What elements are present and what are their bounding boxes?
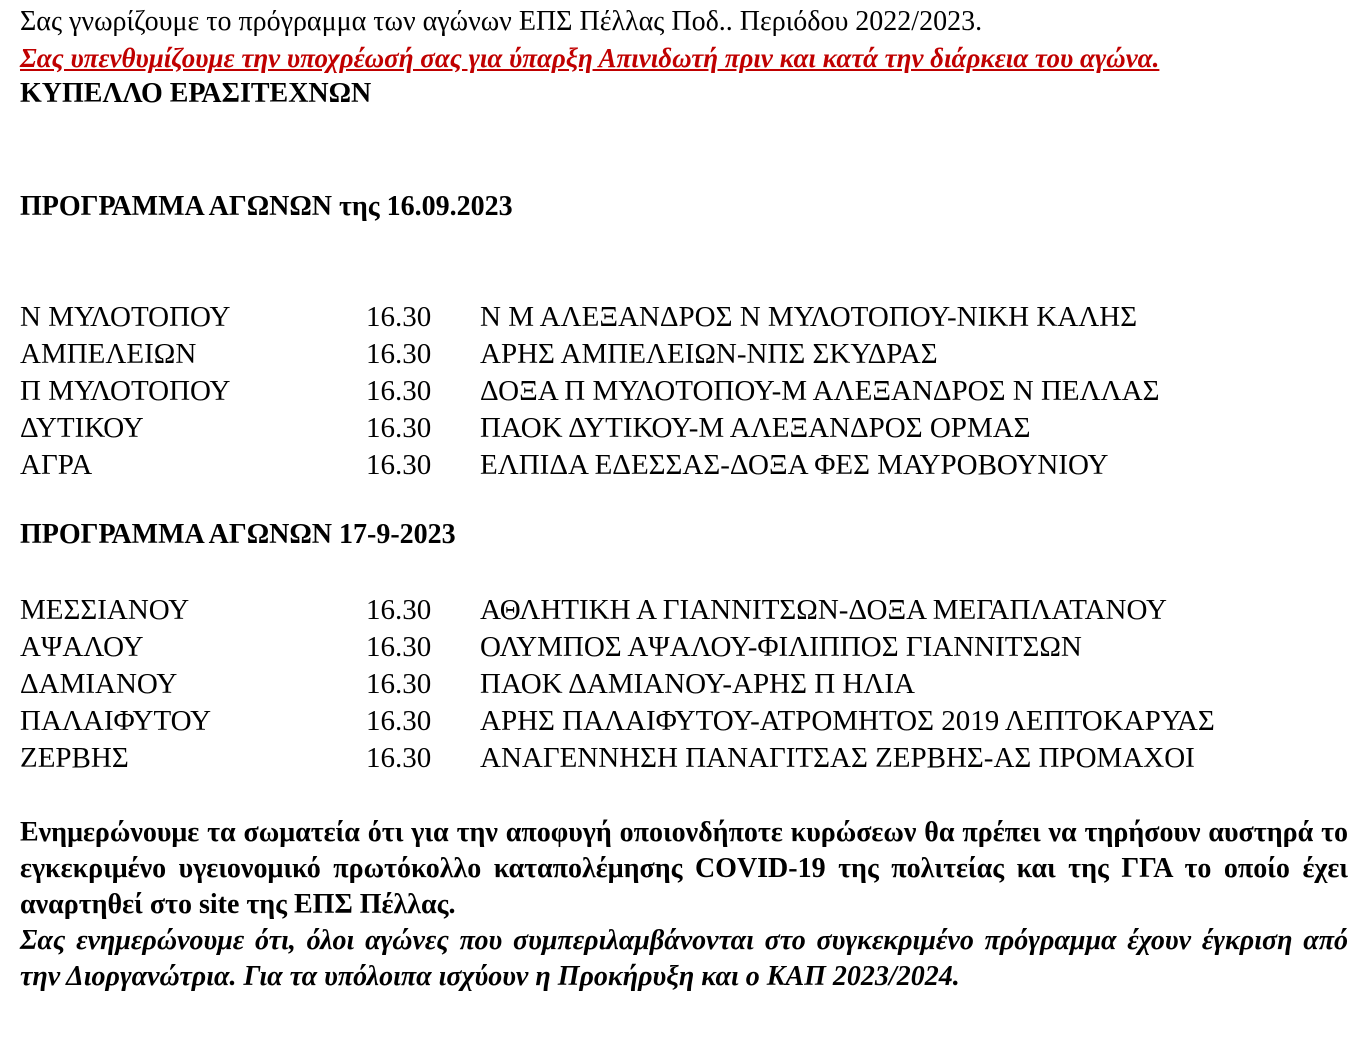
match-cell: ΑΝΑΓΕΝΝΗΣΗ ΠΑΝΑΓΙΤΣΑΣ ΖΕΡΒΗΣ-ΑΣ ΠΡΟΜΑΧΟΙ: [480, 742, 1195, 774]
time-cell: 16.30: [366, 668, 432, 700]
venue-cell: ΠΑΛΑΙΦΥΤΟΥ: [20, 705, 212, 737]
match-row: [20, 299, 1348, 336]
match-cell: ΔΟΞΑ Π ΜΥΛΟΤΟΠΟΥ-Μ ΑΛΕΞΑΝΔΡΟΣ Ν ΠΕΛΛΑΣ: [480, 375, 1160, 407]
match-cell: ΠΑΟΚ ΔΥΤΙΚΟΥ-Μ ΑΛΕΞΑΝΔΡΟΣ ΟΡΜΑΣ: [480, 412, 1031, 444]
time-cell: 16.30: [366, 301, 432, 333]
match-cell: ΑΘΛΗΤΙΚΗ Α ΓΙΑΝΝΙΤΣΩΝ-ΔΟΞΑ ΜΕΓΑΠΛΑΤΑΝΟΥ: [480, 594, 1167, 626]
match-row: [20, 336, 1348, 373]
time-cell: 16.30: [366, 338, 432, 370]
header-block: [20, 0, 1348, 112]
match-row: [20, 410, 1348, 447]
match-row: [20, 666, 1348, 703]
match-cell: ΠΑΟΚ ΔΑΜΙΑΝΟΥ-ΑΡΗΣ Π ΗΛΙΑ: [480, 668, 915, 700]
match-table: [20, 299, 1348, 484]
covid-protocol-note: Ενημερώνουμε τα σωματεία ότι για την αποφυγή οποιονδήποτε κυρώσεων θα πρέπει να τηρήσουν αυστηρά το εγκεκριμένο υγειονομικό πρωτόκολλο καταπολέμησης COVID-19 της πολιτείας και της ΓΓΑ το οποίο έχει αναρτηθεί στο site της ΕΠΣ Πέλλας.: [20, 817, 1348, 920]
venue-cell: ΑΜΠΕΛΕΙΩΝ: [20, 338, 197, 370]
defibrillator-reminder: Σας υπενθυμίζουμε την υποχρέωσή σας για ύπαρξη Απινιδωτή πριν και κατά την διάρκεια του αγώνα.: [20, 43, 1160, 73]
match-cell: ΑΡΗΣ ΠΑΛΑΙΦΥΤΟΥ-ΑΤΡΟΜΗΤΟΣ 2019 ΛΕΠΤΟΚΑΡΥΑΣ: [480, 705, 1215, 737]
match-cell: ΟΛΥΜΠΟΣ ΑΨΑΛΟΥ-ΦΙΛΙΠΠΟΣ ΓΙΑΝΝΙΤΣΩΝ: [480, 631, 1082, 663]
time-cell: 16.30: [366, 742, 432, 774]
match-row: [20, 592, 1348, 629]
venue-cell: ΑΓΡΑ: [20, 449, 93, 481]
schedule-title: ΠΡΟΓΡΑΜΜΑ ΑΓΩΝΩΝ της 16.09.2023: [20, 191, 513, 222]
match-row: [20, 447, 1348, 484]
time-cell: 16.30: [366, 375, 432, 407]
match-cell: Ν Μ ΑΛΕΞΑΝΔΡΟΣ Ν ΜΥΛΟΤΟΠΟΥ-ΝΙΚΗ ΚΑΛΗΣ: [480, 301, 1138, 333]
approval-note: Σας ενημερώνουμε ότι, όλοι αγώνες που συμπεριλαμβάνονται στο συγκεκριμένο πρόγραμμα έχουν έγκριση από την Διοργανώτρια. Για τα υπόλοιπα ισχύουν η Προκήρυξη και ο ΚΑΠ 2023/2024.: [20, 925, 1348, 992]
time-cell: 16.30: [366, 594, 432, 626]
match-row: [20, 629, 1348, 666]
match-table: [20, 592, 1348, 777]
time-cell: 16.30: [366, 705, 432, 737]
venue-cell: ΑΨΑΛΟΥ: [20, 631, 144, 663]
venue-cell: Ν ΜΥΛΟΤΟΠΟΥ: [20, 301, 231, 333]
venue-cell: ΔΑΜΙΑΝΟΥ: [20, 668, 178, 700]
match-row: [20, 703, 1348, 740]
time-cell: 16.30: [366, 449, 432, 481]
schedule-title: ΠΡΟΓΡΑΜΜΑ ΑΓΩΝΩΝ 17-9-2023: [20, 519, 456, 550]
competition-title: ΚΥΠΕΛΛΟ ΕΡΑΣΙΤΕΧΝΩΝ: [20, 78, 372, 109]
venue-cell: ΜΕΣΣΙΑΝΟΥ: [20, 594, 190, 626]
venue-cell: ΔΥΤΙΚΟΥ: [20, 412, 144, 444]
venue-cell: Π ΜΥΛΟΤΟΠΟΥ: [20, 375, 231, 407]
venue-cell: ΖΕΡΒΗΣ: [20, 742, 129, 774]
notes-block: [20, 815, 1348, 995]
time-cell: 16.30: [366, 412, 432, 444]
match-row: [20, 740, 1348, 777]
match-cell: ΑΡΗΣ ΑΜΠΕΛΕΙΩΝ-ΝΠΣ ΣΚΥΔΡΑΣ: [480, 338, 938, 370]
match-row: [20, 373, 1348, 410]
match-cell: ΕΛΠΙΔΑ ΕΔΕΣΣΑΣ-ΔΟΞΑ ΦΕΣ ΜΑΥΡΟΒΟΥΝΙΟΥ: [480, 449, 1109, 481]
time-cell: 16.30: [366, 631, 432, 663]
intro-text: Σας γνωρίζουμε το πρόγραμμα των αγώνων ΕΠΣ Πέλλας Ποδ.. Περιόδου 2022/2023.: [20, 6, 983, 37]
